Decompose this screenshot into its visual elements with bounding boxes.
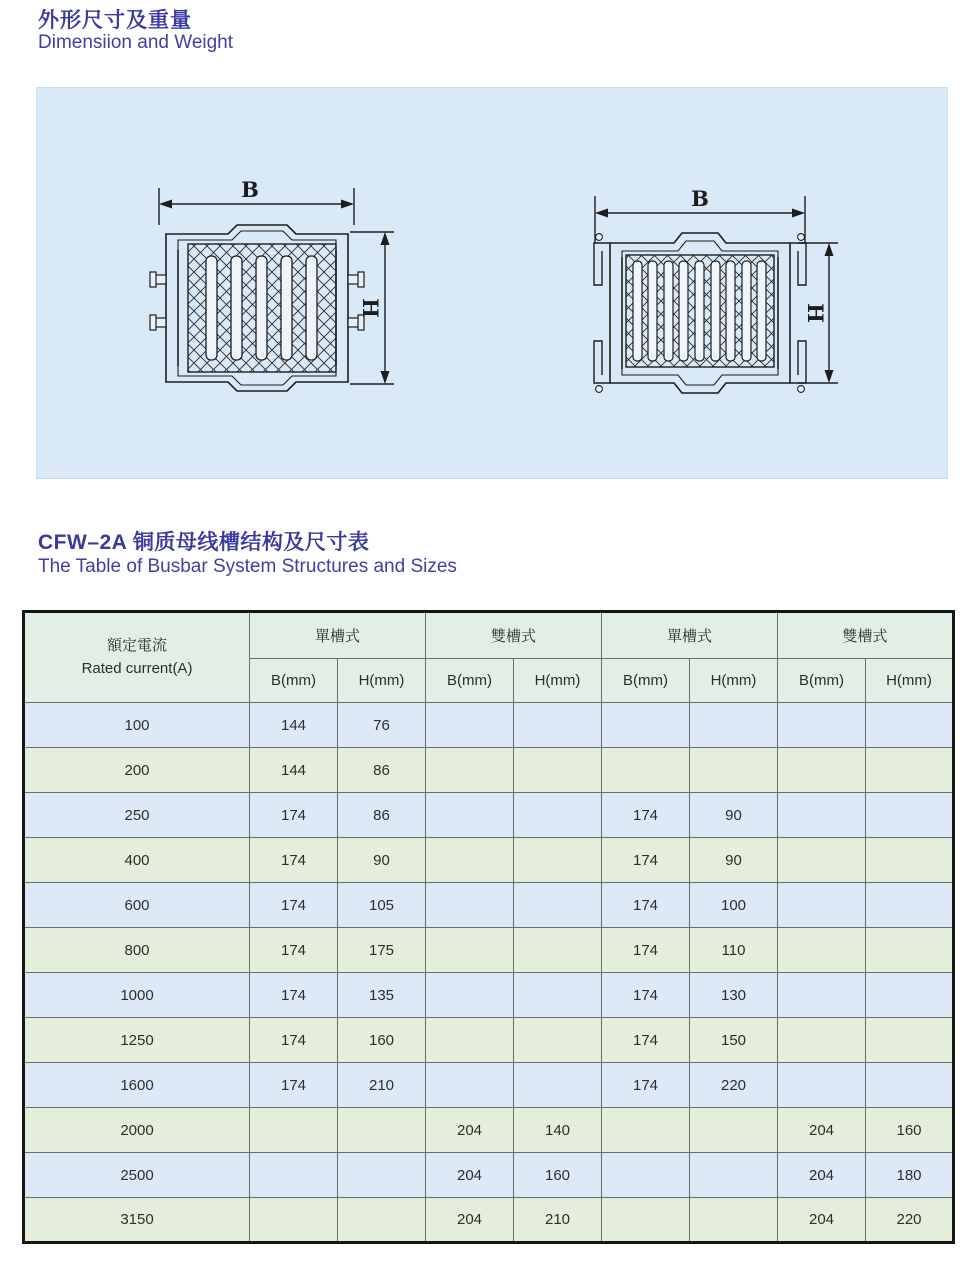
dimension-cell xyxy=(602,1198,690,1243)
dimension-cell xyxy=(426,703,514,748)
rated-current-cell: 3150 xyxy=(24,1198,250,1243)
dimension-cell xyxy=(778,703,866,748)
busbar-single-channel-drawing-icon xyxy=(142,168,402,408)
page-title-zh: 外形尺寸及重量 xyxy=(38,9,192,32)
dimension-cell: 204 xyxy=(778,1108,866,1153)
rated-current-cell: 250 xyxy=(24,793,250,838)
dimension-cell: 174 xyxy=(250,1018,338,1063)
table-row xyxy=(24,973,954,1018)
dimension-cell xyxy=(602,703,690,748)
rated-current-cell: 1250 xyxy=(24,1018,250,1063)
dimension-cell: 135 xyxy=(338,973,426,1018)
dimension-cell: 160 xyxy=(338,1018,426,1063)
dimension-cell xyxy=(690,1108,778,1153)
dimension-cell: 174 xyxy=(250,1063,338,1108)
dimension-cell: 174 xyxy=(602,838,690,883)
dimension-cell xyxy=(778,928,866,973)
dimension-cell xyxy=(514,973,602,1018)
rated-current-cell: 600 xyxy=(24,883,250,928)
table-header xyxy=(24,612,954,703)
dimension-cell xyxy=(778,748,866,793)
dimension-cell: 175 xyxy=(338,928,426,973)
dimension-cell: 90 xyxy=(690,793,778,838)
dimension-cell: 174 xyxy=(250,973,338,1018)
dimension-cell xyxy=(778,1063,866,1108)
dimension-cell: 144 xyxy=(250,703,338,748)
dimension-cell xyxy=(338,1198,426,1243)
h-dimension-label: H xyxy=(358,298,383,318)
dimension-cell: 174 xyxy=(602,973,690,1018)
dimension-cell: 174 xyxy=(602,793,690,838)
dimension-cell xyxy=(778,793,866,838)
dimension-cell xyxy=(690,1198,778,1243)
dimension-cell xyxy=(514,793,602,838)
b-dimension-label: B xyxy=(241,177,259,202)
rated-current-cell: 400 xyxy=(24,838,250,883)
dimension-cell xyxy=(778,883,866,928)
dimension-cell: 90 xyxy=(338,838,426,883)
dimension-cell xyxy=(426,883,514,928)
dimension-cell xyxy=(426,838,514,883)
dimension-cell xyxy=(338,1153,426,1198)
dimension-cell xyxy=(866,1063,954,1108)
dimension-cell: 100 xyxy=(690,883,778,928)
dimension-cell xyxy=(338,1108,426,1153)
rated-current-header xyxy=(24,612,250,703)
busbar-double-channel-drawing-icon xyxy=(570,171,850,411)
dimension-cell xyxy=(514,883,602,928)
table-row xyxy=(24,703,954,748)
dimension-cell xyxy=(866,748,954,793)
dimension-cell xyxy=(250,1108,338,1153)
dimension-cell xyxy=(514,838,602,883)
dimension-cell xyxy=(250,1198,338,1243)
dimension-diagram-panel xyxy=(36,87,948,479)
dimension-cell xyxy=(866,883,954,928)
dimension-cell: 174 xyxy=(602,883,690,928)
dimension-cell xyxy=(866,703,954,748)
dimension-cell xyxy=(514,1018,602,1063)
col-header-b: B(mm) xyxy=(250,659,338,703)
dimension-cell: 86 xyxy=(338,748,426,793)
dimension-cell: 180 xyxy=(866,1153,954,1198)
dimension-cell xyxy=(426,928,514,973)
table-row xyxy=(24,1198,954,1243)
dimension-cell xyxy=(866,793,954,838)
rated-current-cell: 2500 xyxy=(24,1153,250,1198)
dimension-cell xyxy=(426,793,514,838)
dimension-cell xyxy=(602,748,690,793)
dimension-cell xyxy=(602,1108,690,1153)
b-dimension-label: B xyxy=(691,186,709,211)
table-row xyxy=(24,748,954,793)
dimension-cell: 174 xyxy=(250,793,338,838)
page-title-en: Dimensiion and Weight xyxy=(38,32,234,53)
col-header-h: H(mm) xyxy=(866,659,954,703)
dimension-cell: 174 xyxy=(250,838,338,883)
table-row xyxy=(24,883,954,928)
dimension-cell: 204 xyxy=(426,1198,514,1243)
table-row xyxy=(24,1153,954,1198)
dimension-cell: 160 xyxy=(514,1153,602,1198)
col-header-b: B(mm) xyxy=(602,659,690,703)
rated-current-cell: 1000 xyxy=(24,973,250,1018)
group-header-double-1: 雙槽式 xyxy=(426,612,602,659)
dimension-cell: 110 xyxy=(690,928,778,973)
dimension-cell: 90 xyxy=(690,838,778,883)
dimension-cell xyxy=(514,703,602,748)
rated-current-header-zh: 額定電流 xyxy=(106,637,167,654)
group-header-double-2: 雙槽式 xyxy=(778,612,954,659)
dimension-cell xyxy=(690,748,778,793)
dimension-cell xyxy=(778,1018,866,1063)
dimension-cell: 220 xyxy=(690,1063,778,1108)
dimension-cell: 174 xyxy=(250,883,338,928)
dimension-cell: 130 xyxy=(690,973,778,1018)
rated-current-cell: 100 xyxy=(24,703,250,748)
dimension-cell xyxy=(866,928,954,973)
group-header-single-2: 單槽式 xyxy=(602,612,778,659)
dimension-cell: 144 xyxy=(250,748,338,793)
dimension-cell: 160 xyxy=(866,1108,954,1153)
busbar-size-table xyxy=(22,610,955,1244)
dimension-cell xyxy=(690,703,778,748)
dimension-cell: 76 xyxy=(338,703,426,748)
col-header-b: B(mm) xyxy=(426,659,514,703)
dimension-cell xyxy=(690,1153,778,1198)
rated-current-cell: 800 xyxy=(24,928,250,973)
table-body xyxy=(24,703,954,1243)
rated-current-cell: 2000 xyxy=(24,1108,250,1153)
dimension-cell xyxy=(866,1018,954,1063)
table-row xyxy=(24,793,954,838)
dimension-cell: 86 xyxy=(338,793,426,838)
h-dimension-label: H xyxy=(803,303,828,323)
col-header-h: H(mm) xyxy=(690,659,778,703)
dimension-cell: 210 xyxy=(514,1198,602,1243)
col-header-b: B(mm) xyxy=(778,659,866,703)
dimension-cell: 174 xyxy=(250,928,338,973)
dimension-cell xyxy=(866,838,954,883)
dimension-cell: 140 xyxy=(514,1108,602,1153)
table-row xyxy=(24,838,954,883)
table-row xyxy=(24,1063,954,1108)
rated-current-cell: 1600 xyxy=(24,1063,250,1108)
dimension-cell: 174 xyxy=(602,1018,690,1063)
dimension-cell: 174 xyxy=(602,928,690,973)
group-header-single-1: 單槽式 xyxy=(250,612,426,659)
rated-current-header-en: Rated current(A) xyxy=(81,659,193,677)
dimension-cell xyxy=(426,973,514,1018)
dimension-cell xyxy=(514,1063,602,1108)
dimension-cell xyxy=(602,1153,690,1198)
dimension-cell: 204 xyxy=(426,1153,514,1198)
section-title-en: The Table of Busbar System Structures and Sizes xyxy=(38,556,457,577)
dimension-cell: 174 xyxy=(602,1063,690,1108)
col-header-h: H(mm) xyxy=(338,659,426,703)
dimension-cell: 204 xyxy=(778,1198,866,1243)
col-header-h: H(mm) xyxy=(514,659,602,703)
dimension-cell: 204 xyxy=(426,1108,514,1153)
dimension-cell xyxy=(426,1018,514,1063)
dimension-cell xyxy=(426,1063,514,1108)
dimension-cell xyxy=(514,928,602,973)
dimension-cell xyxy=(514,748,602,793)
dimension-cell: 210 xyxy=(338,1063,426,1108)
dimension-cell xyxy=(250,1153,338,1198)
dimension-cell: 220 xyxy=(866,1198,954,1243)
table-row xyxy=(24,928,954,973)
section-title-zh: CFW–2A 铜质母线槽结构及尺寸表 xyxy=(38,531,370,554)
rated-current-cell: 200 xyxy=(24,748,250,793)
dimension-cell: 150 xyxy=(690,1018,778,1063)
dimension-cell xyxy=(778,973,866,1018)
table-row xyxy=(24,1108,954,1153)
dimension-cell: 204 xyxy=(778,1153,866,1198)
dimension-cell xyxy=(426,748,514,793)
table-row xyxy=(24,1018,954,1063)
dimension-cell xyxy=(866,973,954,1018)
dimension-cell xyxy=(778,838,866,883)
dimension-cell: 105 xyxy=(338,883,426,928)
